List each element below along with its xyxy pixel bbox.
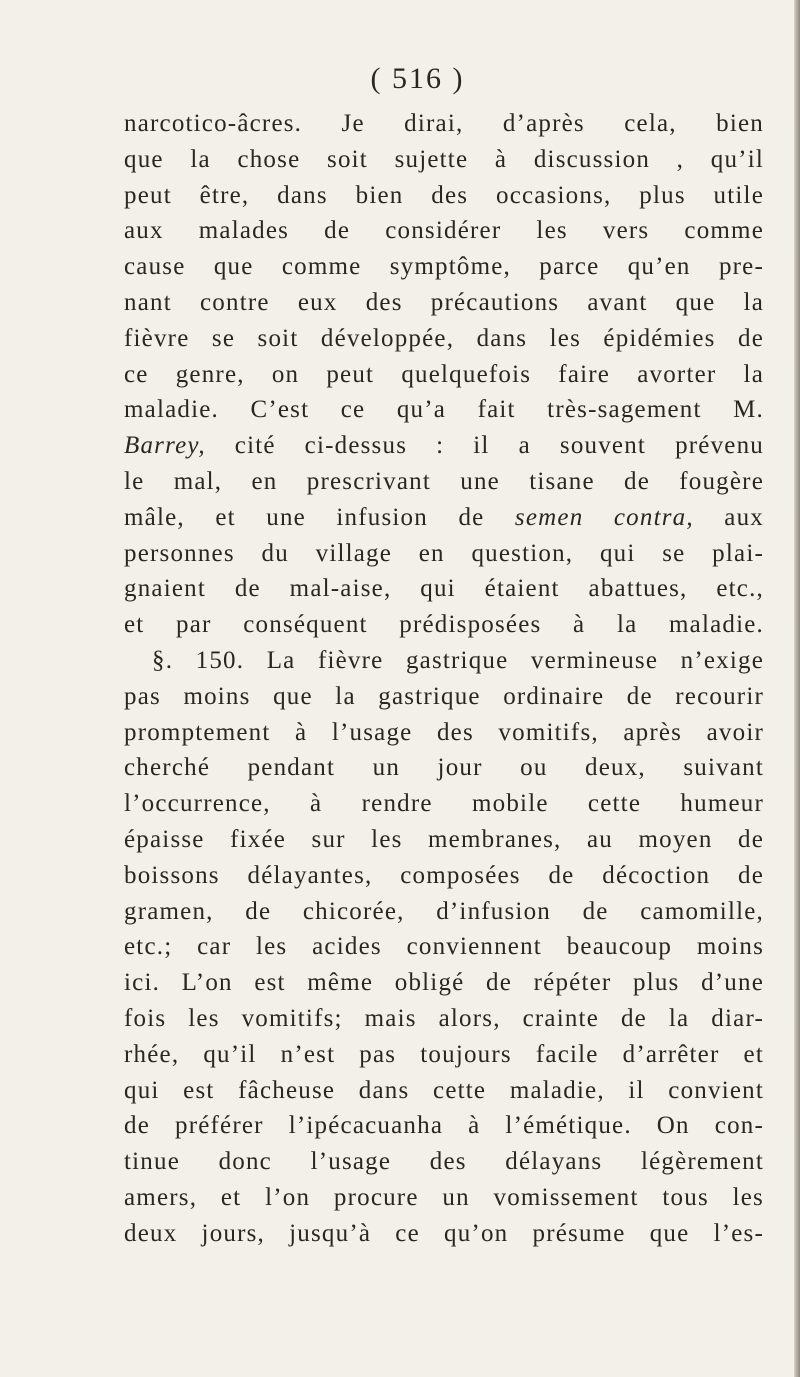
text-segment: mâle, et une infusion de <box>124 503 515 531</box>
text-segment: personnes du village en question, qui se plai- <box>124 539 764 567</box>
body-text <box>124 106 764 1252</box>
text-line <box>124 142 764 178</box>
text-line <box>124 965 764 1001</box>
text-segment: maladie. C’est ce qu’a fait très-sagement M. <box>124 396 764 424</box>
text-segment: gnaient de mal-aise, qui étaient abattues, etc., <box>124 575 764 603</box>
text-line <box>124 392 764 428</box>
text-line <box>124 106 764 142</box>
text-segment: ici. L’on est même obligé de répéter plus d’une <box>124 969 764 997</box>
text-line <box>124 1216 764 1252</box>
text-line <box>124 1001 764 1037</box>
text-line <box>124 1073 764 1109</box>
text-segment: gramen, de chicorée, d’infusion de camomille, <box>124 897 764 925</box>
text-line <box>124 1180 764 1216</box>
text-segment: aux <box>693 503 764 531</box>
text-segment: le mal, en prescrivant une tisane de fougère <box>124 467 764 495</box>
text-line <box>124 607 764 643</box>
text-segment: épaisse fixée sur les membranes, au moyen de <box>124 825 764 853</box>
text-segment: §. 150. La fièvre gastrique vermineuse n’exige <box>152 646 764 674</box>
text-line <box>124 285 764 321</box>
text-segment: cause que comme symptôme, parce qu’en pre- <box>124 253 764 281</box>
text-segment: etc.; car les acides conviennent beaucoup moins <box>124 933 764 961</box>
text-line <box>124 715 764 751</box>
text-line <box>124 357 764 393</box>
text-line <box>124 500 764 536</box>
text-line <box>124 858 764 894</box>
text-segment: que la chose soit sujette à discussion , qu’il <box>124 145 764 173</box>
text-line <box>124 1037 764 1073</box>
text-line <box>124 249 764 285</box>
text-line <box>124 321 764 357</box>
text-segment: aux malades de considérer les vers comme <box>124 217 764 245</box>
text-segment: amers, et l’on procure un vomissement tous les <box>124 1183 764 1211</box>
text-line <box>124 643 764 679</box>
text-line <box>124 929 764 965</box>
text-segment: cité ci-dessus : il a souvent prévenu <box>205 432 764 460</box>
text-line <box>124 428 764 464</box>
text-line <box>124 894 764 930</box>
text-line <box>124 822 764 858</box>
text-segment: deux jours, jusqu’à ce qu’on présume que l’es- <box>124 1219 764 1247</box>
text-segment: narcotico-âcres. Je dirai, d’après cela, bien <box>124 110 764 137</box>
text-segment: et par conséquent prédisposées à la maladie. <box>124 611 764 639</box>
text-segment: pas moins que la gastrique ordinaire de recourir <box>124 682 764 710</box>
text-segment: cherché pendant un jour ou deux, suivant <box>124 754 764 782</box>
page-number: ( 516 ) <box>370 62 465 95</box>
text-segment: fois les vomitifs; mais alors, crainte de la diar- <box>124 1004 764 1032</box>
text-line <box>124 750 764 786</box>
text-line <box>124 464 764 500</box>
text-line <box>124 571 764 607</box>
text-segment: de préférer l’ipécacuanha à l’émétique. On con- <box>124 1112 764 1140</box>
page-edge <box>794 0 800 1377</box>
text-segment: fièvre se soit développée, dans les épidémies de <box>124 324 764 352</box>
text-segment: promptement à l’usage des vomitifs, après avoir <box>124 718 764 746</box>
italic-text: semen contra, <box>514 503 694 531</box>
text-segment: ce genre, on peut quelquefois faire avorter la <box>124 360 764 388</box>
text-line <box>124 213 764 249</box>
text-line <box>124 178 764 214</box>
text-segment: boissons délayantes, composées de décoction de <box>124 861 764 889</box>
text-line <box>124 786 764 822</box>
text-segment: tinue donc l’usage des délayans légèrement <box>124 1148 764 1176</box>
text-segment: peut être, dans bien des occasions, plus utile <box>124 181 764 209</box>
text-segment: l’occurrence, à rendre mobile cette humeur <box>124 790 764 818</box>
italic-text: Barrey, <box>124 432 206 460</box>
text-line <box>124 1144 764 1180</box>
text-line <box>124 536 764 572</box>
text-segment: qui est fâcheuse dans cette maladie, il convient <box>124 1076 764 1104</box>
text-segment: nant contre eux des précautions avant que la <box>124 288 764 316</box>
text-segment: rhée, qu’il n’est pas toujours facile d’arrêter et <box>124 1040 764 1068</box>
text-line <box>124 679 764 715</box>
text-line <box>124 1108 764 1144</box>
